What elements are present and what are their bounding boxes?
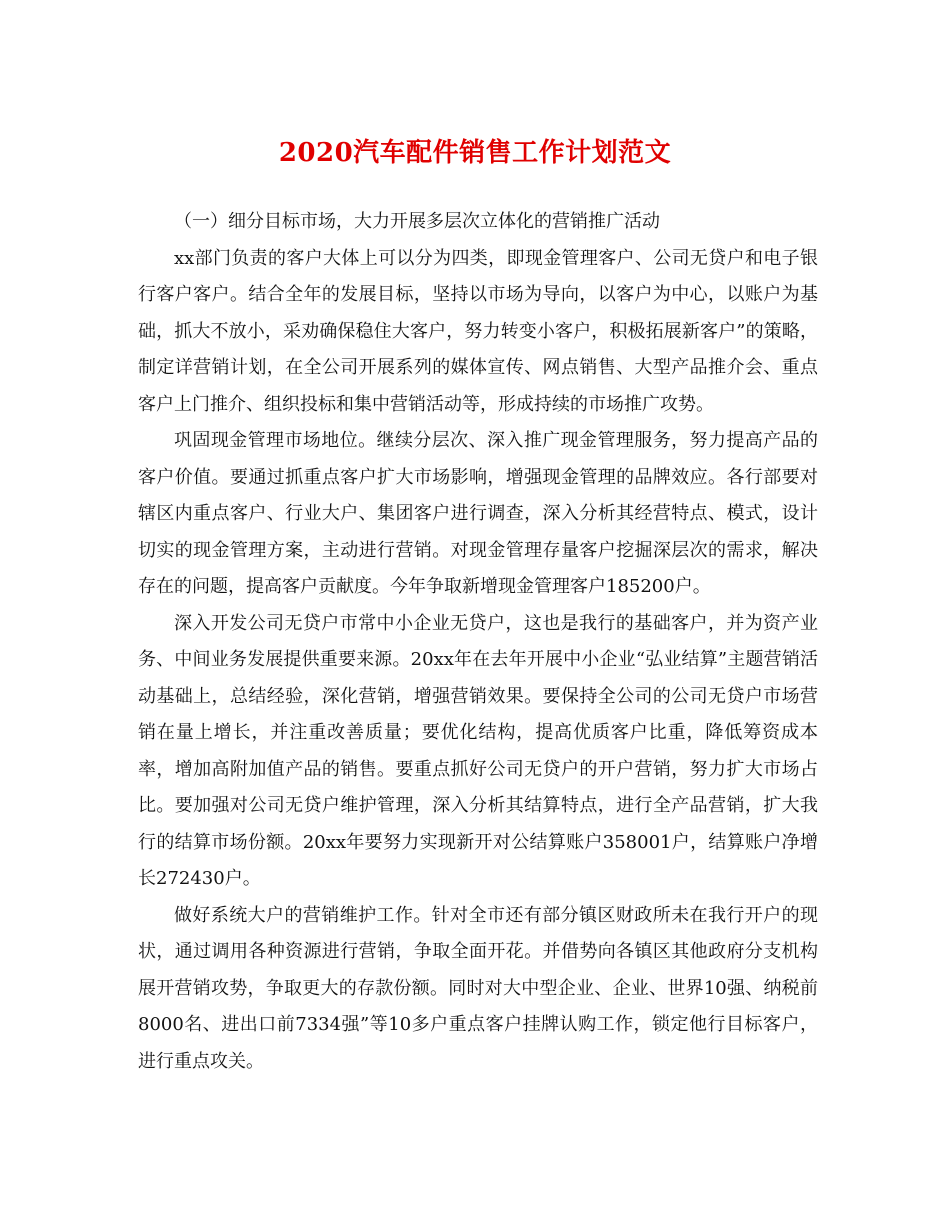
paragraph-no-loan-accounts: 深入开发公司无贷户市常中小企业无贷户，这也是我行的基础客户，并为资产业务、中间业务发展提供重要来源。20xx年在去年开展中小企业“弘业结算”主题营销活动基础上，总结经验，深化营销，增强营销效果。要保持全公司的公司无贷户市场营销在量上增长，并注重改善质量；要优化结构，提高优质客户比重，降低筹资成本率，增加高附加值产品的销售。要重点抓好公司无贷户的开户营销，努力扩大市场占比。要加强对公司无贷户维护管理，深入分析其结算特点，进行全产品营销，扩大我行的结算市场份额。20xx年要努力实现新开对公结算账户358001户，结算账户净增长272430户。 bbox=[138, 612, 818, 889]
document-title: 2020汽车配件销售工作计划范文 bbox=[278, 138, 672, 168]
document-body bbox=[138, 204, 818, 1080]
paragraph-major-accounts: 做好系统大户的营销维护工作。针对全市还有部分镇区财政所未在我行开户的现状，通过调用各种资源进行营销，争取全面开花。并借势向各镇区其他政府分支机构展开营销攻势，争取更大的存款份额。同时对大中型企业、企业、世界10强、纳税前8000名、进出口前7334强”等10多户重点客户挂牌认购工作，锁定他行目标客户，进行重点攻关。 bbox=[138, 904, 818, 1072]
paragraph-cash-management: 巩固现金管理市场地位。继续分层次、深入推广现金管理服务，努力提高产品的客户价值。要通过抓重点客户扩大市场影响，增强现金管理的品牌效应。各行部要对辖区内重点客户、行业大户、集团客户进行调查，深入分析其经营特点、模式，设计切实的现金管理方案，主动进行营销。对现金管理存量客户挖掘深层次的需求，解决存在的问题，提高客户贡献度。今年争取新增现金管理客户185200户。 bbox=[138, 430, 818, 597]
section-heading: （一）细分目标市场，大力开展多层次立体化的营销推广活动 bbox=[174, 211, 660, 232]
paragraph-customer-categories: xx部门负责的客户大体上可以分为四类，即现金管理客户、公司无贷户和电子银行客户客户。结合全年的发展目标，坚持以市场为导向，以客户为中心，以账户为基础，抓大不放小，采劝确保稳住大客户，努力转变小客户，积极拓展新客户”的策略，制定详营销计划，在全公司开展系列的媒体宣传、网点销售、大型产品推介会、重点客户上门推介、组织投标和集中营销活动等，形成持续的市场推广攻势。 bbox=[138, 247, 818, 415]
